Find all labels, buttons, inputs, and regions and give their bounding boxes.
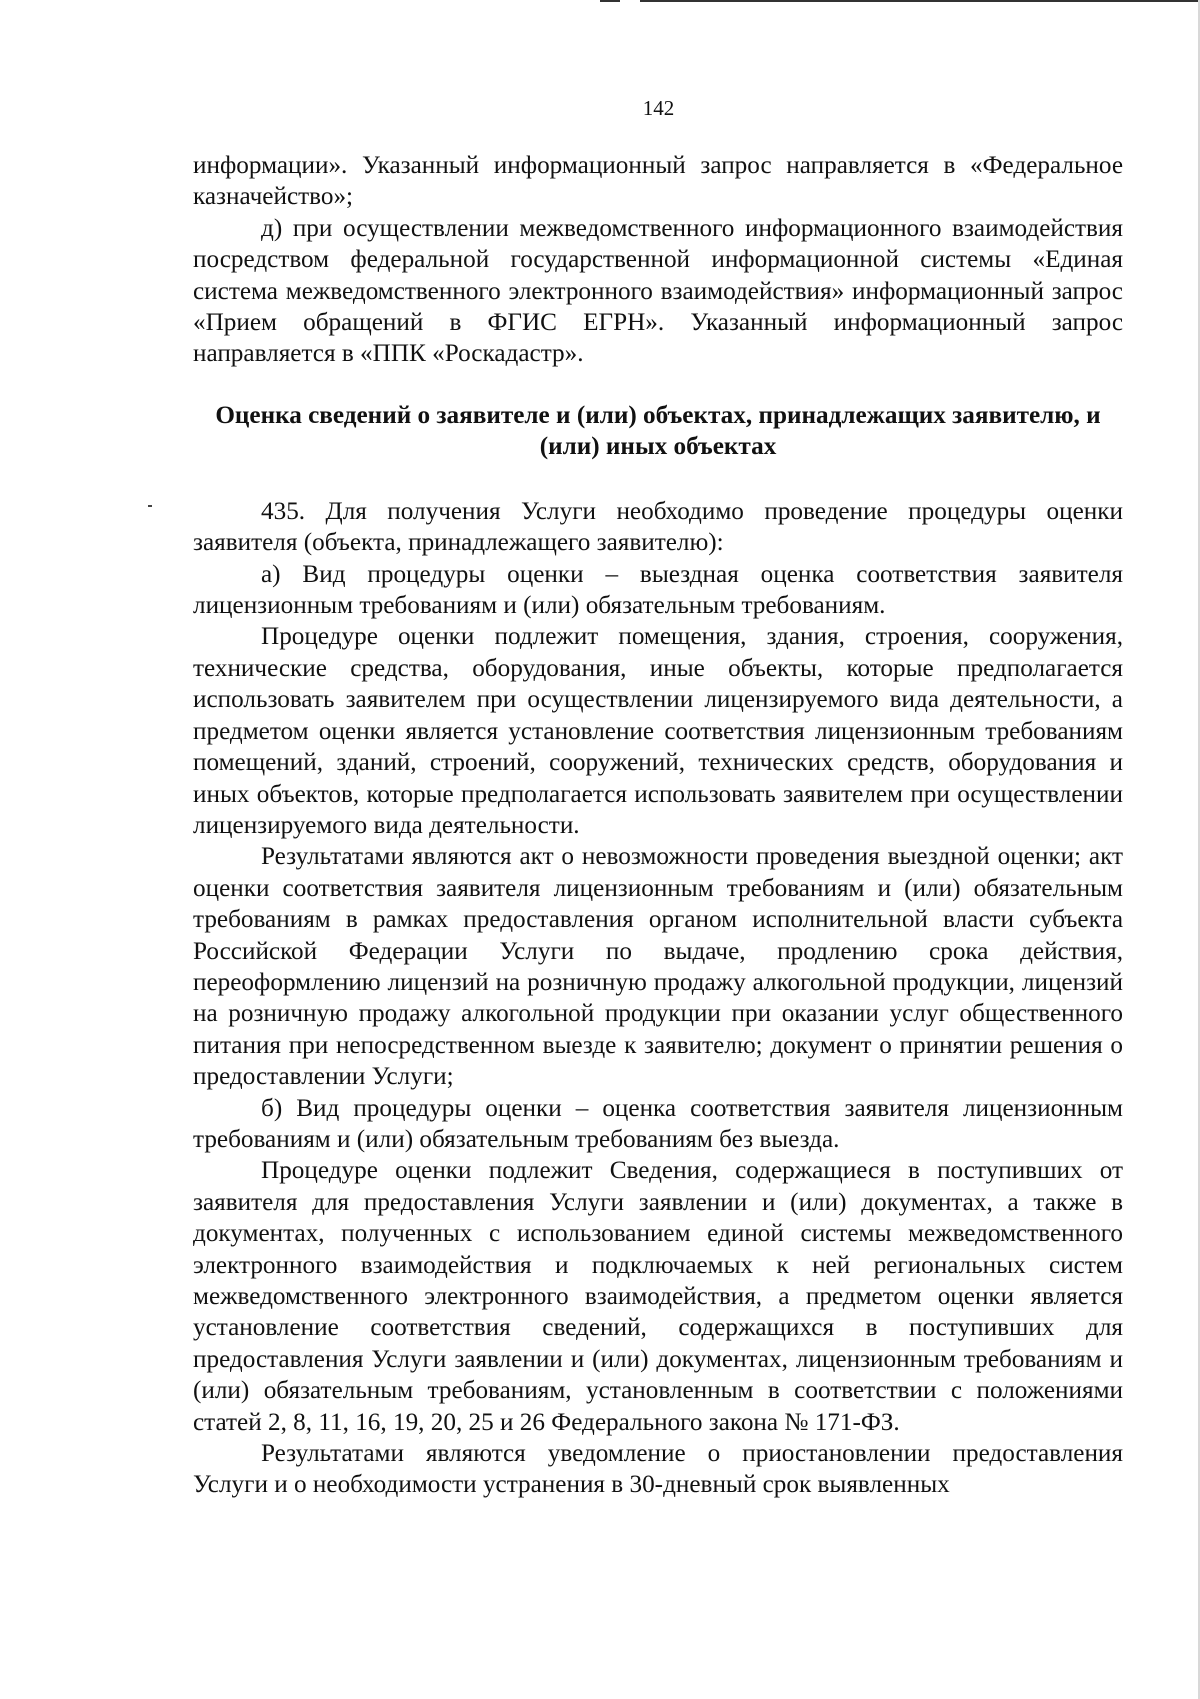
paragraph: а) Вид процедуры оценки – выездная оценка соответствия заявителя лицензионным требованиям и (или) обязательным требованиям. — [193, 560, 1123, 620]
paragraph: д) при осуществлении межведомственного информационного взаимодействия посредством федеральной государственной информационной системы «Единая система межведомственного электронного взаимодействия» информационный запрос «Прием обращений в ФГИС ЕГРН». Указанный информационный запрос направляется в «ППК «Роскадастр». — [193, 214, 1123, 368]
section-heading: Оценка сведений о заявителе и (или) объектах, принадлежащих заявителю, и (или) иных объектах — [215, 401, 1101, 460]
paragraph: Процедуре оценки подлежит помещения, здания, строения, сооружения, технические средства, оборудования, иные объекты, которые предполагается использовать заявителем при осуществлении лицензируемого вида деятельности, а предметом оценки является установление соответствия лицензионным требованиям помещений, зданий, строений, сооружений, технических средств, оборудования и иных объектов, которые предполагается использовать заявителем при осуществлении лицензируемого вида деятельности. — [193, 623, 1123, 839]
paragraph: информации». Указанный информационный запрос направляется в «Федеральное казначейство»; — [193, 152, 1123, 211]
scan-artifact-line — [600, 0, 620, 2]
paragraph: Процедуре оценки подлежит Сведения, содержащиеся в поступивших от заявителя для предоставления Услуги заявлении и (или) документах, а также в документах, полученных с использованием единой системы межведомственного электронного взаимодействия и подключаемых к ней региональных систем межведомственного электронного взаимодействия, а предметом оценки является установление соответствия сведений, содержащихся в поступивших для предоставления Услуги заявлении и (или) документах, лицензионным требованиям и (или) обязательным требованиям, установленным в соответствии с положениями статей 2, 8, 11, 16, 19, 20, 25 и 26 Федерального закона № 171-ФЗ. — [193, 1157, 1123, 1436]
margin-mark — [148, 505, 152, 507]
page-number: 142 — [642, 96, 675, 120]
paragraph: 435. Для получения Услуги необходимо проведение процедуры оценки заявителя (объекта, принадлежащего заявителю): — [193, 497, 1123, 557]
paragraph: б) Вид процедуры оценки – оценка соответствия заявителя лицензионным требованиям и (или) обязательным требованиям без выезда. — [193, 1094, 1123, 1153]
paragraph: Результатами являются уведомление о приостановлении предоставления Услуги и о необходимости устранения в 30-дневный срок выявленных — [193, 1440, 1123, 1499]
scan-artifact-line — [640, 0, 1200, 2]
paragraph: Результатами являются акт о невозможности проведения выездной оценки; акт оценки соответствия заявителя лицензионным требованиям и (или) обязательным требованиям в рамках предоставления органом исполнительной власти субъекта Российской Федерации Услуги по выдаче, продлению срока действия, переоформлению лицензий на розничную продажу алкогольной продукции, лицензий на розничную продажу алкогольной продукции при оказании услуг общественного питания при непосредственном выезде к заявителю; документ о принятии решения о предоставлении Услуги; — [193, 843, 1123, 1091]
document-body — [193, 150, 1123, 1501]
